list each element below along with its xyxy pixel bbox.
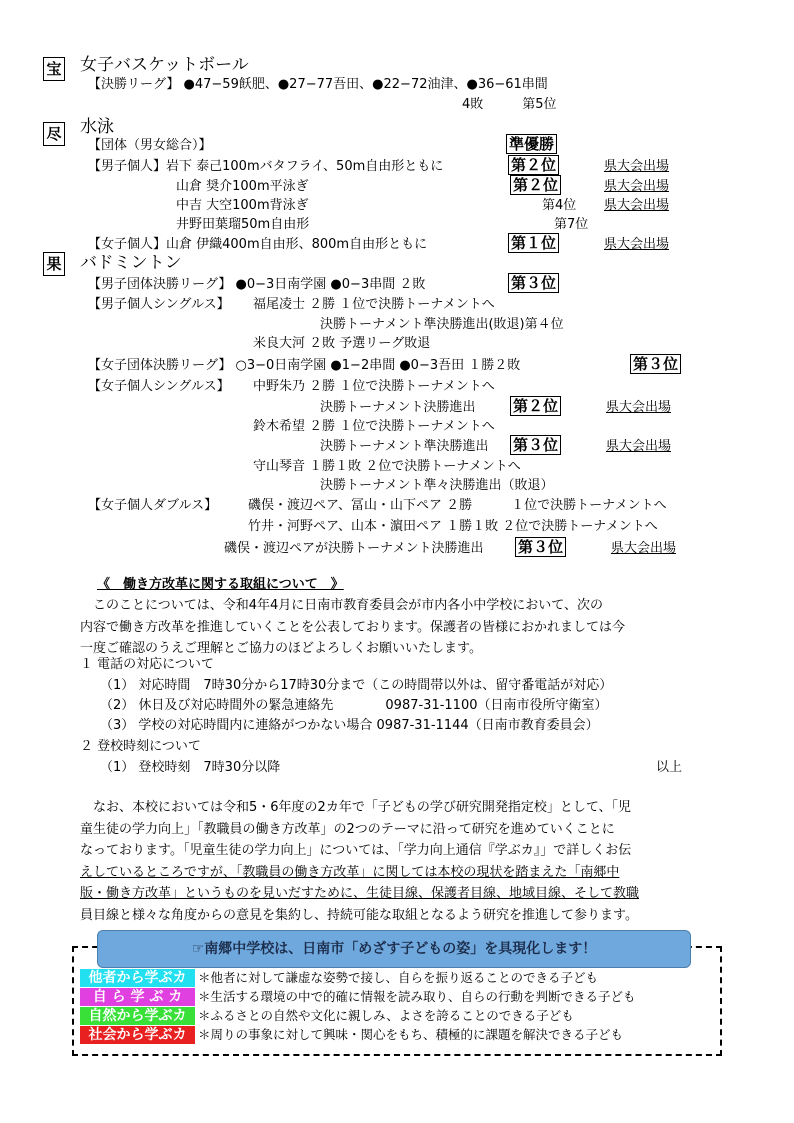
reform-para2-line: えしているところですが、「教職員の働き方改革」に関しては本校の現状を踏まえた「南郷中 (80, 864, 620, 880)
reform-para2 (80, 797, 720, 926)
bad-boys-single-1b: 決勝トーナメント準決勝進出(敗退)第４位 (320, 317, 564, 332)
bad-girls-single-3b: 決勝トーナメント準々決勝進出（敗退） (320, 478, 554, 493)
bad-girls-single-2b-rank: 第３位 (510, 435, 561, 455)
section-title-swimming: 水泳 (80, 117, 114, 137)
basketball-result: 4敗 第5位 (462, 97, 557, 112)
bad-girls-single-1b: 決勝トーナメント決勝進出 (320, 400, 476, 415)
bad-boys-single-label: 【男子個人シングルス】 (88, 297, 230, 312)
reform-item1-2: （2） 休日及び対応時間外の緊急連絡先 0987-31-1100（日南市役所守衛室） (100, 698, 608, 713)
bad-girls-single-1: 中野朱乃 ２勝 １位で決勝トーナメントへ (253, 379, 495, 394)
section-title-basketball: 女子バスケットボール (80, 55, 249, 75)
swim-boys-4-rank: 第7位 (554, 217, 589, 232)
reform-heading: 《 働き方改革に関する取組について 》 (97, 577, 344, 592)
basketball-league-line: 【決勝リーグ】 ●47−59飫肥、●27−77吾田、●22−72油津、●36−61串間 (88, 77, 548, 92)
reform-intro-line: 内容で働き方改革を推進していくことを公表しております。保護者の皆様におかれましては今 (80, 619, 625, 635)
swim-boys-4: 井野田葉瑠50m自由形 (176, 217, 310, 232)
swim-boys-1: 【男子個人】岩下 泰己100mバタフライ、50m自由形ともに (88, 159, 444, 174)
bad-girls-double-label: 【女子個人ダブルス】 (88, 498, 218, 513)
section-mark-badminton: 果 (43, 252, 65, 276)
swim-boys-3: 中吉 大空100m背泳ぎ (176, 198, 309, 213)
bad-boys-single-2: 米良大河 ２敗 予選リーグ敗退 (253, 336, 431, 351)
swim-boys-2-pref: 県大会出場 (604, 179, 670, 194)
reform-end: 以上 (656, 760, 683, 775)
swim-girls-1-rank: 第１位 (508, 233, 559, 253)
swim-boys-2-rank: 第２位 (510, 175, 561, 195)
bad-girls-single-2b: 決勝トーナメント準決勝進出 (320, 439, 489, 454)
vision-aim-others: ＊他者に対して謙虚な姿勢で接し、自らを振り返ることのできる子ども (198, 970, 599, 985)
swim-boys-3-pref: 県大会出場 (604, 198, 670, 213)
reform-item1-1: （1） 対応時間 7時30分から17時30分まで（この時間帯以外は、留守番電話が対応） (100, 678, 613, 693)
bad-girls-single-2: 鈴木希望 ２勝 １位で決勝トーナメントへ (253, 419, 495, 434)
reform-para2-line: なっております。「児童生徒の学力向上」については、「学力向上通信『学ぶカ』」で詳しくお伝 (80, 843, 632, 858)
vision-aim-nature: ＊ふるさとの自然や文化に親しみ、よさを誇ることのできる子ども (198, 1008, 574, 1023)
swim-boys-3-rank: 第4位 (542, 198, 577, 213)
vision-banner: ☞南郷中学校は、日南市「めざす子どもの姿」を具現化します！ (97, 930, 691, 968)
swim-boys-2: 山倉 奨介100m平泳ぎ (176, 179, 309, 194)
bad-girls-double-3-rank: 第３位 (515, 537, 566, 557)
bad-girls-single-1b-pref: 県大会出場 (606, 400, 672, 415)
vision-tag-others: 他者から学ぶカ (80, 969, 195, 987)
vision-aim-society: ＊周りの事象に対して興味・関心をもち、積極的に課題を解決できる子ども (198, 1027, 624, 1042)
reform-intro (80, 595, 720, 660)
bad-girls-double-1: 磯俣・渡辺ペア、冨山・山下ペア ２勝 １位で決勝トーナメントへ (248, 498, 667, 513)
swim-girls-1: 【女子個人】山倉 伊織400m自由形、800m自由形ともに (88, 237, 428, 252)
swim-team-label: 【団体（男女総合）】 (88, 138, 212, 153)
reform-item1-3: （3） 学校の対応時間内に連絡がつかない場合 0987-31-1144（日南市教育委員会） (100, 718, 599, 733)
reform-intro-line: このことについては、令和4年4月に日南市教育委員会が市内各小中学校において、次の (80, 598, 604, 613)
bad-girls-single-label: 【女子個人シングルス】 (88, 379, 230, 394)
bad-girls-single-1b-rank: 第２位 (510, 396, 561, 416)
reform-intro-line: 一度ご確認のうえご理解とご協力のほどよろしくお願いいたします。 (80, 641, 482, 656)
reform-item2-1: （1） 登校時刻 7時30分以降 (100, 760, 281, 775)
vision-tag-nature: 自然から学ぶカ (80, 1007, 195, 1025)
vision-aim-self: ＊生活する環境の中で的確に情報を読み取り、自らの行動を判断できる子ども (198, 989, 636, 1004)
reform-para2-line: 版・働き方改革」というものを見いだすために、生徒目線、保護者目線、地域目線、そして教職 (80, 886, 640, 901)
reform-para2-line: なお、本校においては令和5・6年度の2カ年で「子どもの学び研究開発指定校」として、「児 (80, 800, 632, 815)
bad-girls-double-2: 竹井・河野ペア、山本・濵田ペア １勝１敗 ２位で決勝トーナメントへ (248, 519, 658, 534)
bad-girls-double-3: 磯俣・渡辺ペアが決勝トーナメント決勝進出 (224, 541, 484, 556)
bad-boys-single-1: 福尾凌士 ２勝 １位で決勝トーナメントへ (253, 297, 495, 312)
reform-para2-line: 員目線と様々な角度からの意見を集約し、持続可能な取組となるよう研究を推進して参ります。 (80, 907, 638, 923)
bad-girls-team-rank: 第３位 (630, 354, 681, 374)
reform-item2: ２ 登校時刻について (80, 739, 201, 754)
swim-boys-1-pref: 県大会出場 (604, 159, 670, 174)
bad-girls-double-3-pref: 県大会出場 (611, 541, 677, 556)
vision-tag-self: 自 ら 学 ぶ カ (80, 988, 195, 1006)
bad-girls-team: 【女子団体決勝リーグ】 ○3−0日南学園 ●1−2串間 ●0−3吾田 １勝２敗 (88, 358, 521, 373)
swim-team-rank: 準優勝 (506, 134, 557, 154)
section-mark-swimming: 尽 (43, 122, 65, 146)
reform-item1: １ 電話の対応について (80, 657, 214, 672)
section-mark-basketball: 宝 (43, 57, 65, 81)
vision-tag-society: 社会から学ぶカ (80, 1026, 195, 1044)
bad-girls-single-3: 守山琴音 １勝１敗 ２位で決勝トーナメントへ (253, 459, 521, 474)
swim-girls-1-pref: 県大会出場 (604, 237, 670, 252)
bad-boys-team-rank: 第３位 (508, 273, 559, 293)
swim-boys-1-rank: 第２位 (508, 155, 559, 175)
bad-boys-team: 【男子団体決勝リーグ】 ●0−3日南学園 ●0−3串間 ２敗 (88, 277, 426, 292)
section-title-badminton: バドミントン (80, 253, 182, 273)
bad-girls-single-2b-pref: 県大会出場 (606, 439, 672, 454)
reform-para2-line: 童生徒の学力向上」「教職員の働き方改革」の2つのテーマに沿って研究を進めていくことに (80, 821, 615, 837)
